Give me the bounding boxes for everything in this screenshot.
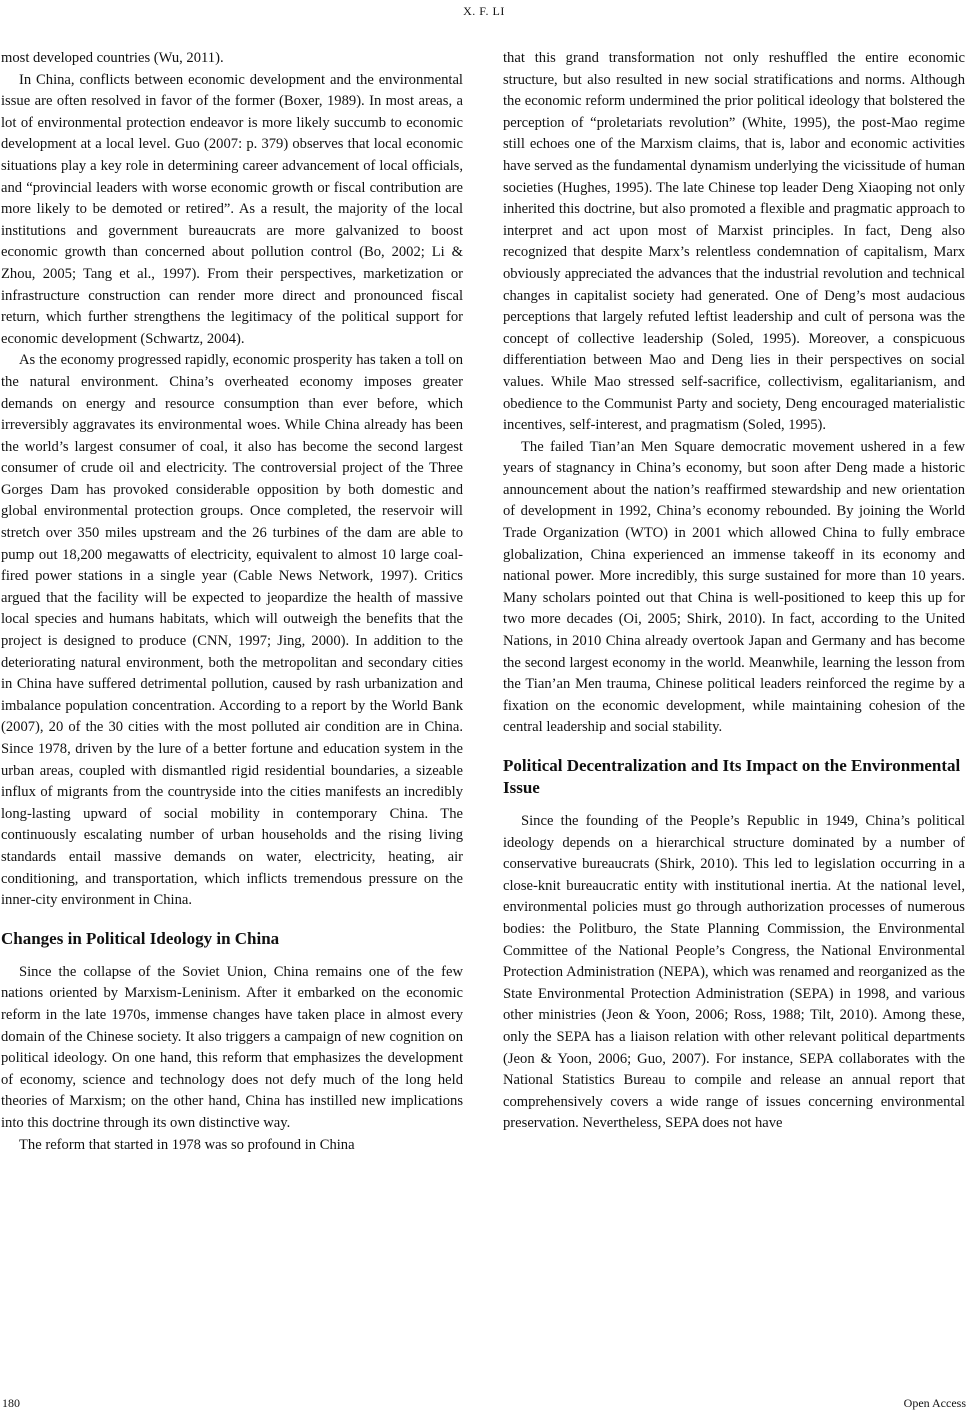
publisher-label: Open Access [903,1396,966,1410]
section-heading: Political Decentralization and Its Impact on the Environmental Issue [503,756,961,797]
page-number: 180 [2,1396,20,1410]
paragraph: Since the founding of the People’s Republic in 1949, China’s political ideology depends on a hierarchical structure dominated by a number of conservative bureaucrats (Shirk, 2010). This led to legislation occurring in a close-knit bureaucratic entity with institutional inertia. At the national level, environmental policies must go through authorization processes of numerous bodies: the Politburo, the State Planning Commission, the Environmental Committee of the National People’s Congress, the National Environmental Protection Administration (NEPA), which was renamed and reorganized as the State Environmental Protection Administration (SEPA) in 1998, and various other ministries (Jeon & Yoon, 2006; Ross, 1988; Tilt, 2010). Among these, only the SEPA has a liaison relation with other relevant political departments (Jeon & Yoon, 2006; Guo, 2007). For instance, SEPA collaborates with the National Statistics Bureau to compile and release an annual report that comprehensively covers a wide range of issues concerning environmental preservation. Nevertheless, SEPA does not have [503,813,965,1132]
section-heading: Changes in Political Ideology in China [1,928,280,948]
paragraph: Since the collapse of the Soviet Union, China remains one of the few nations oriented by Marxism-Leninism. After it embarked on the economic reform in the late 1970s, immense changes have taken place in almost every domain of the Chinese society. It also triggers a campaign of new cognition on political ideology. On one hand, this reform that emphasizes the development of economy, science and technology does not defy much of the long held theories of Marxism; on the other hand, China has instilled new implications into this doctrine through its own distinctive way. [1,963,463,1131]
paragraph: In China, conflicts between economic development and the environmental issue are often resolved in favor of the former (Boxer, 1989). In most areas, a lot of environmental protection endeavor is more likely succumb to economic development at a local level. Guo (2007: p. 379) observes that local economic situations play a key role in determining career advancement of local officials, and “provincial leaders with worse economic growth or fiscal contribution are more likely to be demoted or retired”. As a result, the majority of the local institutions and government bureaucrats are more galvanized to boost economic growth than concerned about pollution control (Bo, 2002; Li & Zhou, 2005; Tang et al., 1997). From their perspectives, marketization or infrastructure construction can render more direct and pronounced fiscal return, which further strengthens the legitimacy of the political support for economic development (Schwartz, 2004). [1,71,463,347]
paragraph: The reform that started in 1978 was so profound in China [19,1136,355,1153]
right-column [503,48,965,1135]
paragraph: As the economy progressed rapidly, economic prosperity has taken a toll on the natural environment. China’s overheated economy imposes greater demands on energy and resource consumption than ever before, which irreversibly aggravates its environmental woes. While China already has been the world’s largest consumer of coal, it also has become the second largest consumer of crude oil and electricity. The controversial project of the Three Gorges Dam has provoked considerable opposition by both domestic and global environmental protection groups. Once completed, the reservoir will stretch over 350 miles upstream and the 26 turbines of the dam are able to pump out 18,200 megawatts of electricity, equivalent to almost 10 large coal-fired power stations in a single year (Cable News Network, 1997). Critics argued that the facility will be expected to jeopardize the health of massive local species and humans habitats, which will outweigh the benefits that the project is designed to produce (CNN, 1997; Jing, 2000). In addition to the deteriorating natural environment, both the metropolitan and secondary cities in China have suffered detrimental pollution, caused by rash urbanization and imbalance population concentration. According to a report by the World Bank (2007), 20 of the 30 cities with the most polluted air condition are in China. Since 1978, driven by the lure of a better fortune and education system in the urban areas, coupled with dismantled rigid residential boundaries, a sizeable influx of migrants from the countryside into the cities manifests an incredibly long-lasting upward of social mobility in contemporary China. The continuously escalating number of urban households and the rising living standards entail massive demands on water, electricity, heating, air conditioning, and transportation, which inflicts tremendous pressure on the inner-city environment in China. [1,352,463,909]
left-column [1,48,463,1156]
paragraph: that this grand transformation not only reshuffled the entire economic structure, but also resulted in new social stratifications and norms. Although the economic reform undermined the prior political ideology that bolstered the perception of “proletariats revolution” (White, 1995), the post-Mao regime still echoes one of the Marxism claims, that is, labor and economic activities have served as the fundamental dynamism underlying the vicissitude of human societies (Hughes, 1995). The late Chinese top leader Deng Xiaoping not only inherited this doctrine, but also promoted a flexible and pragmatic approach to interpret and act upon most of Marxist principles. In fact, Deng also recognized that despite Marx’s relentless condemnation of capitalism, Marx obviously appreciated the advances that the industrial revolution and technical changes in capitalist society had generated. One of Deng’s most audacious perceptions that largely refuted leftist leadership and cult of persona was the concept of collective leadership (Soled, 1995). Moreover, a conspicuous differentiation between Mao and Deng lies in their perspectives on social values. While Mao stressed self-sacrifice, collectivism, egalitarianism, and obedience to the Communist Party and society, Deng encouraged materialistic incentives, self-interest, and pragmatism (Soled, 1995). [503,50,965,434]
paragraph: most developed countries (Wu, 2011). [1,50,224,66]
running-head: X. F. LI [463,4,505,18]
paragraph: The failed Tian’an Men Square democratic movement ushered in a few years of stagnancy in China’s economy, but soon after Deng made a historic announcement about the nation’s reaffirmed stewardship and new orientation of development in 1992, China’s economy rebounded. By joining the World Trade Organization (WTO) in 2001 which allowed China to fully embrace globalization, China experienced an immense takeoff in its economy and national power. More incredibly, this surge sustained for more than 10 years. Many scholars pointed out that China is well-positioned to keep this up for two more decades (Oi, 2005; Shirk, 2010). In fact, according to the United Nations, in 2010 China already overtook Japan and Germany and has become the second largest economy in the world. Meanwhile, learning the lesson from the Tian’an Men trauma, Chinese political leaders reinforced the regime by a fixation on the economic development, while maintaining cohesion of the central leadership and social stability. [503,438,965,736]
